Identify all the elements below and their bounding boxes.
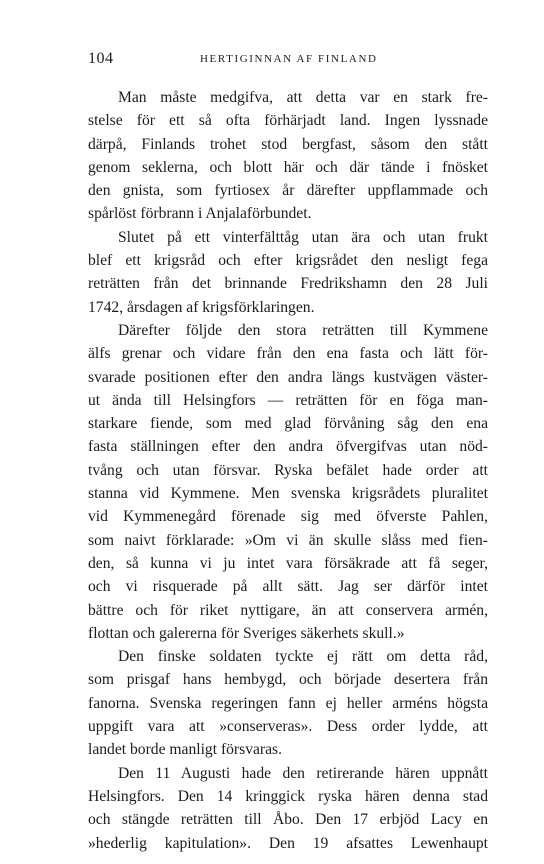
text-line: och vi risquerade på allt sätt. Jag ser därför intet	[88, 578, 488, 596]
text-line: Den 11 Augusti hade den retirerande hären uppnått	[118, 764, 488, 782]
text-line: och stängde reträtten till Åbo. Den 17 erbjöd Lacy en	[88, 811, 488, 829]
running-title: HERTIGINNAN AF FINLAND	[200, 53, 378, 65]
text-line: ut ända till Helsingfors — reträtten för en föga man-	[88, 391, 488, 409]
text-line: fasta ställningen efter den andra öfvergifvas utan nöd-	[88, 438, 488, 456]
text-line: reträtten från det brinnande Fredrikshamn den 28 Juli	[88, 275, 488, 293]
text-line: spårlöst förbrann i Anjalaförbundet.	[88, 205, 312, 223]
text-line: Helsingfors. Den 14 kringgick ryska hären denna stad	[88, 787, 488, 805]
text-line: uppgift vara att »conserveras». Dess order lydde, att	[88, 718, 488, 736]
text-line: 1742, årsdagen af krigsförklaringen.	[88, 298, 315, 316]
page-number: 104	[88, 50, 114, 67]
text-line: genom seklerna, och blott här och där tände i fnösket	[88, 158, 488, 176]
text-line: bättre och för riket nyttigare, än att conservera armén,	[88, 601, 488, 619]
text-line: som prisgaf hans hembygd, och började desertera från	[88, 671, 488, 689]
text-line: den, så kunna vi ju intet vara försäkrade att få seger,	[88, 554, 488, 572]
text-line: flottan och galererna för Sveriges säkerhets skull.»	[88, 624, 405, 642]
text-line: blef ett krigsråd och efter krigsrådet den nesligt fega	[88, 252, 488, 270]
page-header	[88, 50, 508, 70]
text-line: den gnista, som fyrtiosex år därefter uppflammade och	[88, 182, 488, 200]
text-line: älfs grenar och vidare från den ena fasta och lätt för-	[88, 345, 488, 363]
text-line: Den finske soldaten tyckte ej rätt om detta råd,	[118, 648, 488, 666]
text-line: fanorna. Svenska regeringen fann ej heller arméns högsta	[88, 694, 488, 712]
text-line: starkare fiende, som med glad förvåning såg den ena	[88, 415, 488, 433]
body-text	[88, 86, 488, 855]
text-line: som naivt förklarade: »Om vi än skulle slåss med fien-	[88, 531, 488, 549]
text-line: Slutet på ett vinterfälttåg utan ära och utan frukt	[118, 228, 488, 246]
text-line: Därefter följde den stora reträtten till Kymmene	[118, 321, 488, 339]
text-line: landet borde manligt försvaras.	[88, 741, 282, 759]
text-line: tvång och utan försvar. Ryska befälet hade order att	[88, 461, 488, 479]
text-line: vid Kymmenegård förenade sig med öfverste Pahlen,	[88, 508, 488, 526]
text-line: svarade positionen efter den andra längs kustvägen väster-	[88, 368, 488, 386]
text-line: stelse för ett så ofta förhärjadt land. Ingen lyssnade	[88, 112, 488, 130]
text-line: »hederlig kapitulation». Den 19 afsattes Lewenhaupt	[88, 834, 488, 852]
text-line: Man måste medgifva, att detta var en stark fre-	[118, 89, 488, 106]
text-line: därpå, Finlands trohet stod bergfast, såsom den stått	[88, 135, 488, 153]
text-line: stanna vid Kymmene. Men svenska krigsrådets pluralitet	[88, 485, 488, 503]
